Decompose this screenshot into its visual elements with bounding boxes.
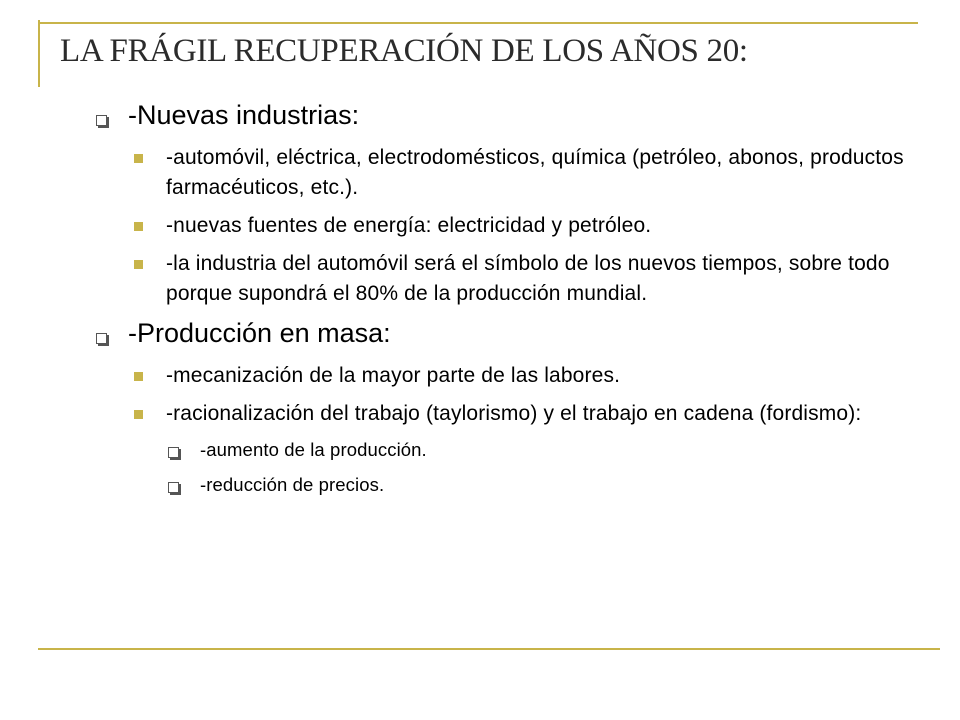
list-item-text: -nuevas fuentes de energía: electricidad y petróleo.	[166, 213, 652, 237]
sub-list-item	[96, 472, 916, 498]
hollow-square-bullet-icon	[168, 482, 179, 493]
slide-content	[96, 96, 916, 506]
list-item	[96, 211, 916, 241]
list-item	[96, 249, 916, 309]
section-heading-nuevas-industrias	[96, 99, 916, 133]
square-bullet-icon	[134, 372, 143, 381]
sub-list-item	[96, 437, 916, 463]
slide-title: LA FRÁGIL RECUPERACIÓN DE LOS AÑOS 20:	[60, 33, 748, 69]
list-item	[96, 361, 916, 391]
list-item	[96, 143, 916, 203]
accent-bottom-line	[38, 648, 940, 650]
sub-list-item-text: -reducción de precios.	[200, 473, 385, 495]
section-heading-produccion-en-masa	[96, 317, 916, 351]
square-bullet-icon	[134, 410, 143, 419]
accent-top-line	[38, 22, 918, 24]
list-item-text: -automóvil, eléctrica, electrodomésticos, química (petróleo, abonos, productos farmacéuticos, etc.).	[166, 145, 904, 199]
square-bullet-icon	[134, 154, 143, 163]
section-heading-text: -Producción en masa:	[128, 317, 391, 348]
square-bullet-icon	[134, 260, 143, 269]
list-item-text: -mecanización de la mayor parte de las labores.	[166, 363, 621, 387]
sub-list-item-text: -aumento de la producción.	[200, 438, 427, 460]
hollow-square-bullet-icon	[96, 115, 107, 126]
list-item-text: -racionalización del trabajo (taylorismo) y el trabajo en cadena (fordismo):	[166, 401, 862, 425]
accent-vertical-line	[38, 20, 40, 87]
section-heading-text: -Nuevas industrias:	[128, 100, 360, 130]
hollow-square-bullet-icon	[168, 447, 179, 458]
list-item	[96, 399, 916, 429]
square-bullet-icon	[134, 222, 143, 231]
list-item-text: -la industria del automóvil será el símbolo de los nuevos tiempos, sobre todo porque supondrá el 80% de la producción mundial.	[166, 251, 890, 305]
hollow-square-bullet-icon	[96, 333, 107, 344]
